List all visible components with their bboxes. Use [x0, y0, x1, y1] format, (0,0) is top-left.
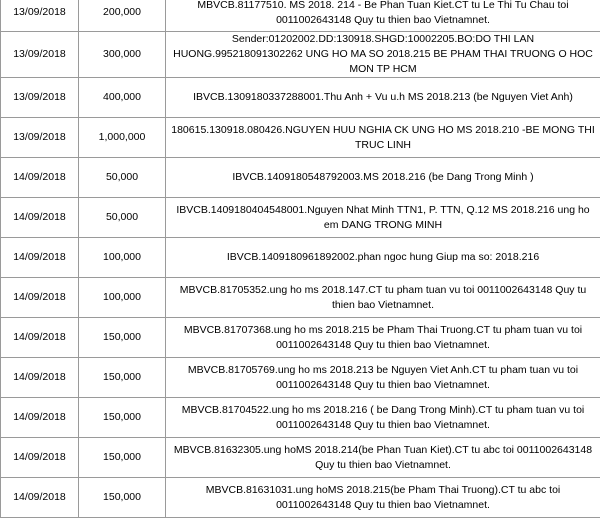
date-cell: 14/09/2018 [1, 158, 79, 198]
table-row [1, 358, 600, 398]
table-row [1, 438, 600, 478]
description-cell: IBVCB.1309180337288001.Thu Anh + Vu u.h MS 2018.213 (be Nguyen Viet Anh) [166, 78, 600, 118]
description-cell: MBVCB.81705352.ung ho ms 2018.147.CT tu pham tuan vu toi 0011002643148 Quy tu thien bao Vietnamnet. [166, 278, 600, 318]
description-cell: MBVCB.81707368.ung ho ms 2018.215 be Pham Thai Truong.CT tu pham tuan vu toi 0011002643148 Quy tu thien bao Vietnamnet. [166, 318, 600, 358]
date-cell: 14/09/2018 [1, 398, 79, 438]
table-row [1, 198, 600, 238]
description-cell: MBVCB.81705769.ung ho ms 2018.213 be Nguyen Viet Anh.CT tu pham tuan vu toi 0011002643148 Quy tu thien bao Vietnamnet. [166, 358, 600, 398]
amount-cell: 400,000 [79, 78, 166, 118]
date-cell: 14/09/2018 [1, 198, 79, 238]
ledger-body [1, 0, 600, 518]
amount-cell: 100,000 [79, 278, 166, 318]
table-row [1, 238, 600, 278]
date-cell: 14/09/2018 [1, 278, 79, 318]
description-cell: IBVCB.1409180548792003.MS 2018.216 (be Dang Trong Minh ) [166, 158, 600, 198]
table-row [1, 158, 600, 198]
table-row [1, 478, 600, 518]
date-cell: 13/09/2018 [1, 0, 79, 32]
table-row [1, 398, 600, 438]
date-cell: 13/09/2018 [1, 32, 79, 78]
table-row [1, 278, 600, 318]
date-cell: 14/09/2018 [1, 358, 79, 398]
description-cell: IBVCB.1409180961892002.phan ngoc hung Giup ma so: 2018.216 [166, 238, 600, 278]
description-cell: 180615.130918.080426.NGUYEN HUU NGHIA CK UNG HO MS 2018.210 -BE MONG THI TRUC LINH [166, 118, 600, 158]
amount-cell: 150,000 [79, 438, 166, 478]
table-row [1, 32, 600, 78]
description-cell: MBVCB.81632305.ung hoMS 2018.214(be Phan Tuan Kiet).CT tu abc toi 0011002643148 Quy tu thien bao Vietnamnet. [166, 438, 600, 478]
description-cell: MBVCB.81177510. MS 2018. 214 - Be Phan Tuan Kiet.CT tu Le Thi Tu Chau toi 0011002643148 Quy tu thien bao Vietnamnet. [166, 0, 600, 32]
amount-cell: 100,000 [79, 238, 166, 278]
amount-cell: 150,000 [79, 318, 166, 358]
table-row [1, 0, 600, 32]
amount-cell: 1,000,000 [79, 118, 166, 158]
table-row [1, 318, 600, 358]
date-cell: 14/09/2018 [1, 438, 79, 478]
description-cell: MBVCB.81631031.ung hoMS 2018.215(be Pham Thai Truong).CT tu abc toi 0011002643148 Quy tu thien bao Vietnamnet. [166, 478, 600, 518]
date-cell: 14/09/2018 [1, 238, 79, 278]
date-cell: 14/09/2018 [1, 478, 79, 518]
date-cell: 13/09/2018 [1, 78, 79, 118]
amount-cell: 150,000 [79, 398, 166, 438]
amount-cell: 150,000 [79, 478, 166, 518]
description-cell: MBVCB.81704522.ung ho ms 2018.216 ( be Dang Trong Minh).CT tu pham tuan vu toi 0011002643148 Quy tu thien bao Vietnamnet. [166, 398, 600, 438]
amount-cell: 50,000 [79, 198, 166, 238]
description-cell: Sender:01202002.DD:130918.SHGD:10002205.BO:DO THI LAN HUONG.995218091302262 UNG HO MA SO 2018.215 BE PHAM THAI TRUONG O HOC MON TP HCM [166, 32, 600, 78]
description-cell: IBVCB.1409180404548001.Nguyen Nhat Minh TTN1, P. TTN, Q.12 MS 2018.216 ung ho em DANG TRONG MINH [166, 198, 600, 238]
amount-cell: 300,000 [79, 32, 166, 78]
table-row [1, 78, 600, 118]
amount-cell: 50,000 [79, 158, 166, 198]
amount-cell: 150,000 [79, 358, 166, 398]
date-cell: 13/09/2018 [1, 118, 79, 158]
date-cell: 14/09/2018 [1, 318, 79, 358]
table-row [1, 118, 600, 158]
amount-cell: 200,000 [79, 0, 166, 32]
